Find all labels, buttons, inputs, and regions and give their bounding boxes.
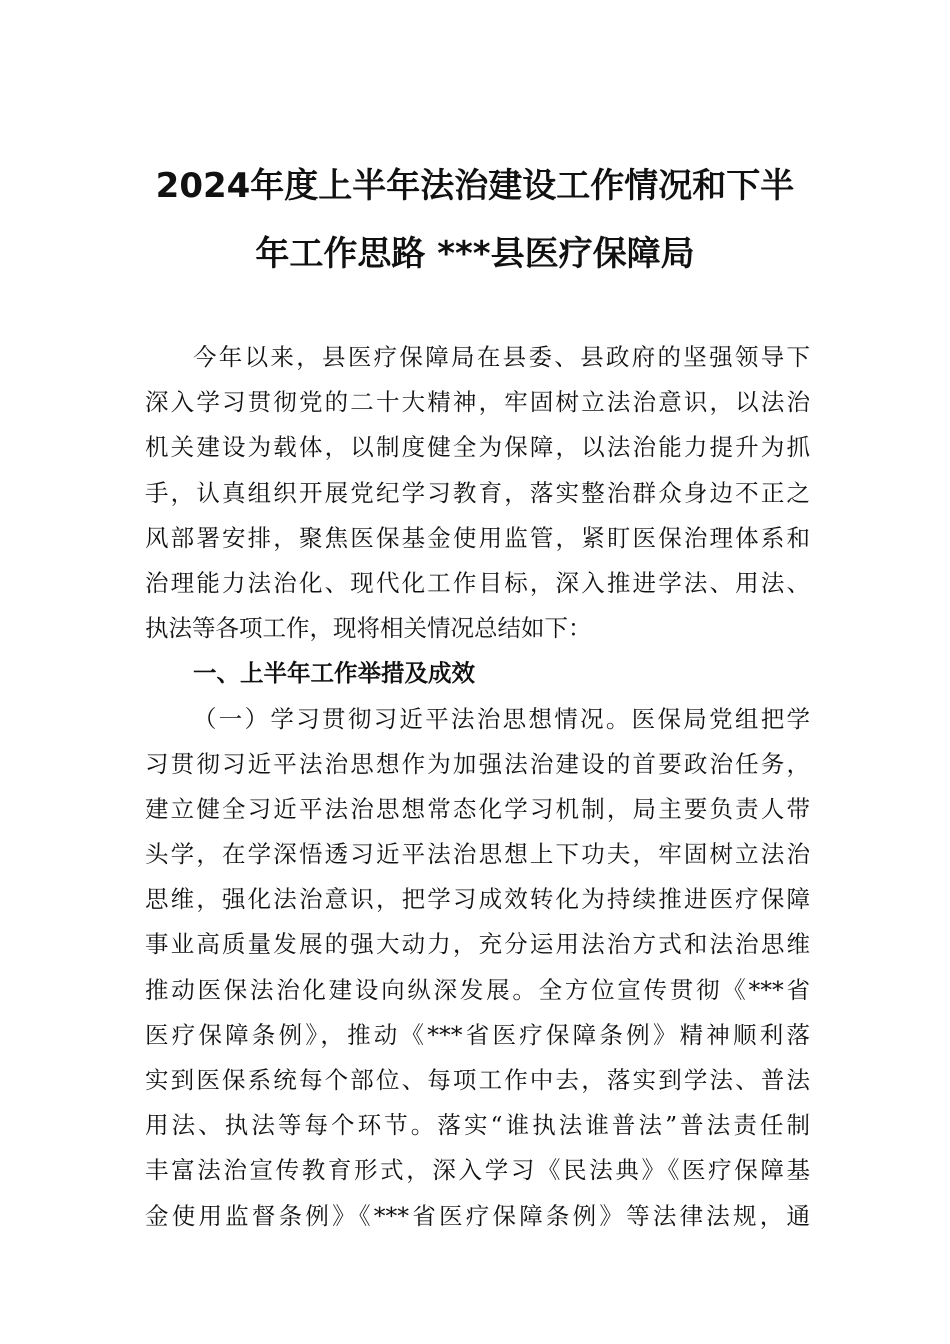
document-body <box>145 335 810 1239</box>
paragraph-1-line: 执法等各项工作，现将相关情况总结如下： <box>145 614 592 643</box>
paragraph-2-line: 习贯彻习近平法治思想作为加强法治建设的首要政治任务， <box>145 749 810 778</box>
paragraph-1-line: 深入学习贯彻党的二十大精神，牢固树立法治意识，以法治 <box>145 388 810 417</box>
paragraph-2-line: 金使用监督条例》《***省医疗保障条例》等法律法规，通 <box>145 1201 810 1230</box>
paragraph-2-line: 建立健全习近平法治思想常态化学习机制，局主要负责人带 <box>145 794 810 823</box>
document-title-line-1: 2024年度上半年法治建设工作情况和下半 <box>155 166 795 206</box>
document-title-line-2: 年工作思路 ***县医疗保障局 <box>255 234 695 274</box>
paragraph-1-line: 机关建设为载体，以制度健全为保障，以法治能力提升为抓 <box>145 433 810 462</box>
paragraph-2-line: 丰富法治宣传教育形式，深入学习《民法典》《医疗保障基 <box>145 1156 810 1185</box>
paragraph-2-line: 医疗保障条例》，推动《***省医疗保障条例》精神顺利落 <box>145 1020 810 1049</box>
paragraph-1-line: 手，认真组织开展党纪学习教育，落实整治群众身边不正之 <box>145 478 810 507</box>
paragraph-2-line: 推动医保法治化建设向纵深发展。全方位宣传贯彻《***省 <box>145 975 810 1004</box>
paragraph-2-line: 用法、执法等每个环节。落实“谁执法谁普法”普法责任制 <box>145 1111 810 1140</box>
paragraph-1-line: 治理能力法治化、现代化工作目标，深入推进学法、用法、 <box>145 568 810 597</box>
paragraph-2-line: 实到医保系统每个部位、每项工作中去，落实到学法、普法 <box>145 1066 810 1094</box>
paragraph-2-line: （一）学习贯彻习近平法治思想情况。医保局党组把学 <box>193 704 810 733</box>
paragraph-1-line: 风部署安排，聚焦医保基金使用监管，紧盯医保治理体系和 <box>145 523 810 552</box>
paragraph-2-line: 头学，在学深悟透习近平法治思想上下功夫，牢固树立法治 <box>145 840 810 869</box>
paragraph-2-line: 事业高质量发展的强大动力，充分运用法治方式和法治思维 <box>145 930 810 959</box>
paragraph-1-line: 今年以来，县医疗保障局在县委、县政府的坚强领导下 <box>193 343 810 371</box>
paragraph-2-line: 思维，强化法治意识，把学习成效转化为持续推进医疗保障 <box>145 885 810 914</box>
section-heading-1: 一、上半年工作举措及成效 <box>193 659 475 688</box>
